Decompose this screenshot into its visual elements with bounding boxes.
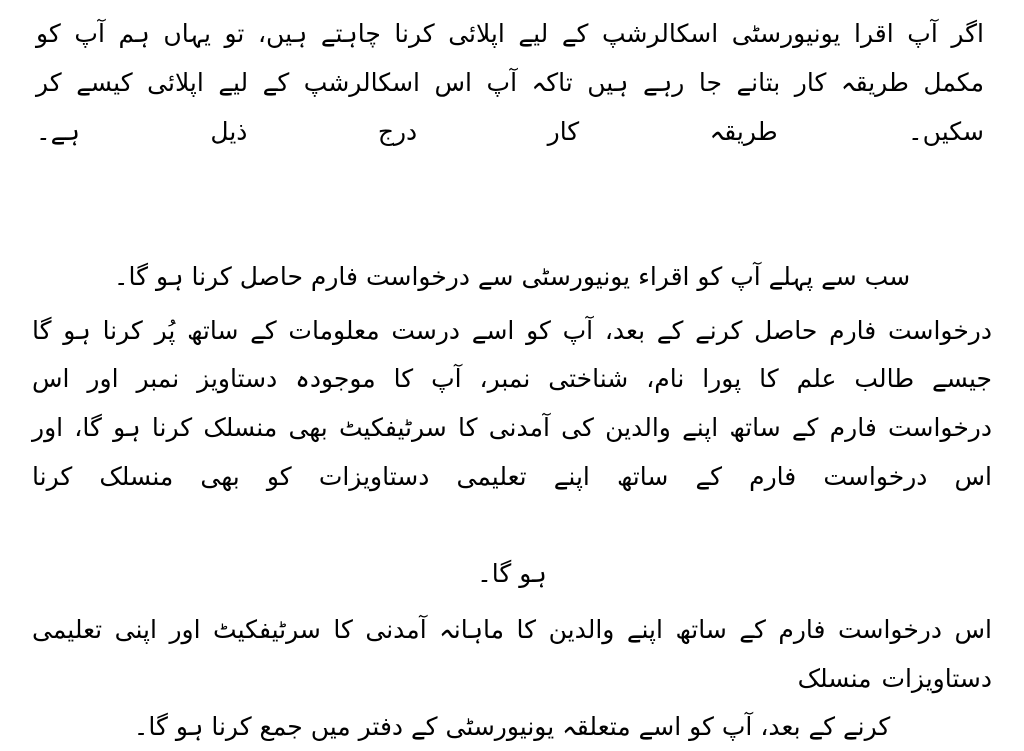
document-body [26, 10, 998, 751]
paragraph-step-2 [26, 307, 998, 551]
paragraph-intro-line-2: رہے ہیں تاکہ آپ اس اسکالرشپ کے لیے اپلائی کیسے کر سکیں۔ طریقہ کار درج ذیل ہے۔ [36, 67, 984, 146]
paragraph-step-3 [26, 606, 998, 704]
paragraph-step-1 [26, 253, 998, 301]
paragraph-step-1-line-1: سب سے پہلے آپ کو اقراء یونیورسٹی سے درخواست فارم حاصل کرنا ہو گا۔ [113, 262, 911, 291]
paragraph-step-2-line-3: سرٹیفکیٹ بھی منسلک کرنا ہو گا، اور اس درخواست فارم کے ساتھ اپنے تعلیمی دستاویزات کو بھی منسلک کرنا [32, 413, 992, 491]
paragraph-step-3-tail [26, 703, 998, 751]
paragraph-spacer [26, 205, 998, 253]
paragraph-step-2-line-2: پورا نام، شناختی نمبر، آپ کا موجودہ دستاویز نمبر اور اس درخواست فارم کے ساتھ اپنے والدین کی آمدنی کا [32, 364, 993, 442]
paragraph-step-3-line-2: کرنے کے بعد، آپ کو اسے متعلقہ یونیورسٹی کے دفتر میں جمع کرنا ہو گا۔ [133, 712, 891, 742]
paragraph-step-3-line-1: اس درخواست فارم کے ساتھ اپنے والدین کا ماہانہ آمدنی کا سرٹیفکیٹ اور اپنی تعلیمی دستاویزات منسلک [32, 614, 992, 693]
paragraph-intro [26, 10, 998, 205]
paragraph-step-2-line-4: ہو گا۔ [477, 559, 547, 589]
paragraph-step-2-line-1: درخواست فارم حاصل کرنے کے بعد، آپ کو اسے درست معلومات کے ساتھ پُر کرنا ہو گا جیسے طالب علم کا [32, 315, 992, 394]
paragraph-intro-line-1: اگر آپ اقرا یونیورسٹی اسکالرشپ کے لیے اپلائی کرنا چاہتے ہیں، تو یہاں ہم آپ کو مکمل طریقہ کار بتانے جا [36, 19, 984, 97]
paragraph-step-2-tail [26, 550, 998, 598]
